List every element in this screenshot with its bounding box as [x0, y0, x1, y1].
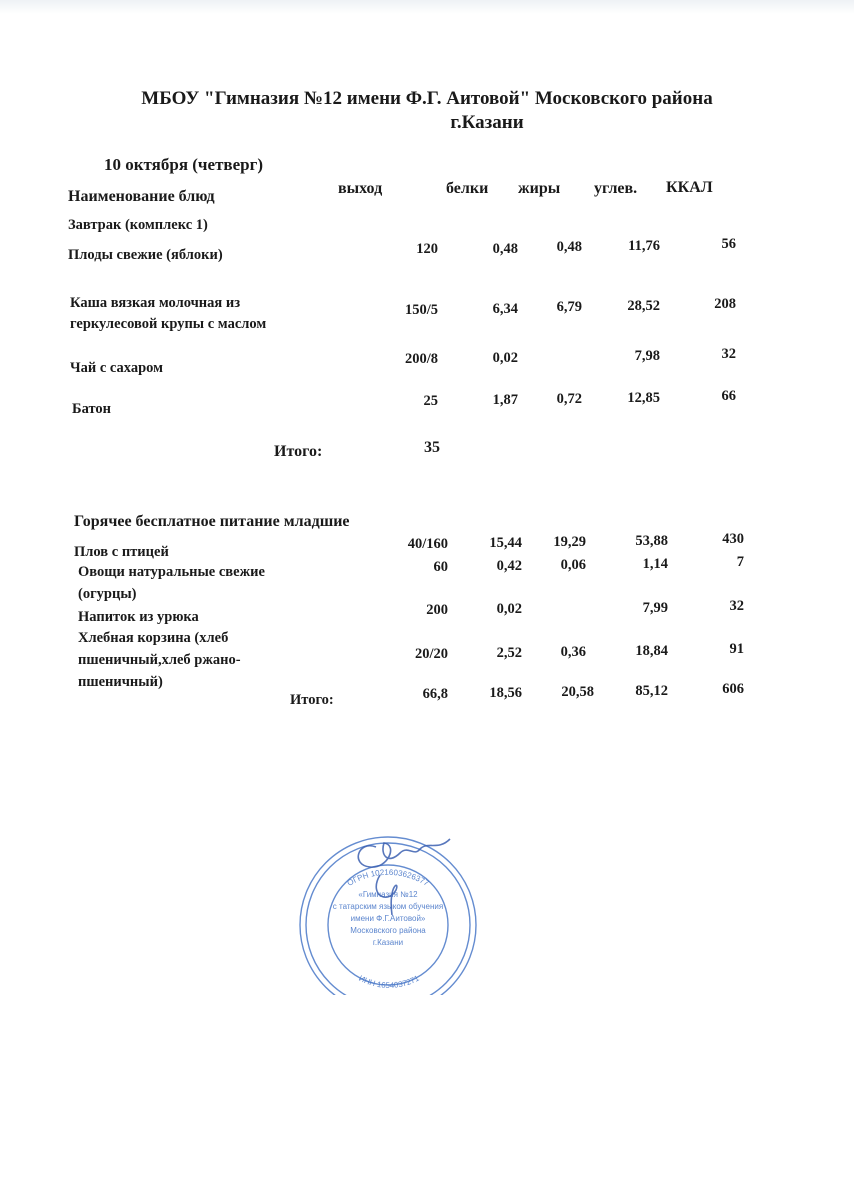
- breakfast-total-label: Итого:: [274, 443, 323, 460]
- lunch-item-fat: 19,29: [553, 534, 586, 550]
- lunch-item-kcal: 7: [736, 554, 744, 570]
- breakfast-item-protein: 6,34: [492, 301, 518, 317]
- lunch-total-kcal: 606: [722, 681, 744, 697]
- breakfast-item-protein: 0,48: [492, 241, 518, 257]
- breakfast-item-protein: 0,02: [492, 350, 518, 366]
- school-name-line1: МБОУ "Гимназия №12 имени Ф.Г. Аитовой" Московского района: [141, 88, 713, 109]
- lunch-item-name: Овощи натуральные свежие: [78, 564, 265, 580]
- lunch-item-fat: 0,36: [560, 644, 586, 660]
- breakfast-item-name: Батон: [72, 401, 111, 417]
- lunch-item-carbs: 7,99: [642, 600, 668, 616]
- breakfast-item-fat: 0,72: [556, 391, 582, 407]
- lunch-title: Горячее бесплатное питание младшие: [74, 513, 350, 530]
- lunch-item-name: Напиток из урюка: [78, 609, 199, 625]
- lunch-item-kcal: 32: [729, 598, 744, 614]
- breakfast-title: Завтрак (комплекс 1): [68, 217, 208, 233]
- breakfast-item-output: 200/8: [404, 351, 438, 367]
- breakfast-item-carbs: 12,85: [627, 390, 660, 406]
- breakfast-total-value: 35: [424, 439, 440, 456]
- breakfast-item-fat: 6,79: [556, 299, 582, 315]
- breakfast-item-carbs: 28,52: [627, 298, 660, 314]
- stamp-ring-top: ОГРН 1021603626377: [345, 867, 431, 888]
- lunch-total-label: Итого:: [290, 692, 334, 708]
- breakfast-item-output: 150/5: [404, 302, 438, 318]
- col-protein: белки: [446, 180, 489, 197]
- lunch-item-kcal: 91: [729, 641, 744, 657]
- lunch-item-output: 200: [426, 602, 448, 618]
- breakfast-item-kcal: 32: [721, 346, 736, 362]
- col-kcal: ККАЛ: [666, 179, 713, 196]
- lunch-total-fat: 20,58: [561, 684, 594, 700]
- lunch-item-carbs: 18,84: [635, 643, 668, 659]
- menu-date: 10 октября (четверг): [104, 155, 263, 174]
- lunch-item-carbs: 1,14: [642, 556, 668, 572]
- lunch-total-carbs: 85,12: [635, 683, 668, 699]
- lunch-item-output: 40/160: [407, 536, 448, 552]
- lunch-item-output: 60: [433, 559, 448, 575]
- breakfast-item-kcal: 56: [721, 236, 736, 252]
- col-carbs: углев.: [594, 180, 638, 197]
- stamp-line4: Московского района: [350, 926, 426, 935]
- breakfast-item-name: Каша вязкая молочная из: [70, 295, 241, 311]
- stamp-ring-bottom: ИНН 1654037271: [357, 973, 421, 990]
- breakfast-item-name: Чай с сахаром: [70, 360, 164, 376]
- breakfast-item-protein: 1,87: [492, 392, 518, 408]
- breakfast-item-carbs: 11,76: [628, 238, 660, 254]
- lunch-item-name: Хлебная корзина (хлеб: [78, 630, 229, 646]
- scan-edge: [0, 0, 854, 14]
- lunch-item-kcal: 430: [722, 531, 744, 547]
- stamp-line1: «Гимназия №12: [358, 890, 418, 899]
- breakfast-item-output: 25: [423, 393, 438, 409]
- lunch-item-name: (огурцы): [78, 586, 137, 602]
- breakfast-item-carbs: 7,98: [634, 348, 660, 364]
- lunch-item-fat: 0,06: [560, 557, 586, 573]
- breakfast-item-kcal: 208: [714, 296, 736, 312]
- breakfast-item-kcal: 66: [721, 388, 736, 404]
- stamp-line2: с татарским языком обучения: [332, 902, 444, 911]
- breakfast-item-name: геркулесовой крупы с маслом: [70, 316, 267, 332]
- breakfast-item-name: Плоды свежие (яблоки): [68, 247, 223, 263]
- lunch-item-carbs: 53,88: [635, 533, 668, 549]
- col-fat: жиры: [518, 180, 561, 197]
- official-stamp: [288, 835, 528, 995]
- lunch-item-protein: 15,44: [489, 535, 522, 551]
- school-name-line2: г.Казани: [450, 112, 524, 133]
- lunch-item-output: 20/20: [414, 646, 448, 662]
- lunch-total-protein: 18,56: [489, 685, 522, 701]
- breakfast-item-output: 120: [416, 241, 438, 257]
- lunch-total-output: 66,8: [422, 686, 448, 702]
- stamp-line5: г.Казани: [372, 938, 404, 947]
- lunch-item-protein: 0,42: [496, 558, 522, 574]
- lunch-item-protein: 0,02: [496, 601, 522, 617]
- lunch-item-name: пшеничный): [78, 674, 163, 690]
- lunch-item-protein: 2,52: [496, 645, 522, 661]
- stamp-line3: имени Ф.Г.Аитовой»: [350, 914, 426, 923]
- lunch-item-name: пшеничный,хлеб ржано-: [78, 652, 241, 668]
- col-output: выход: [338, 180, 383, 197]
- breakfast-item-fat: 0,48: [556, 239, 582, 255]
- col-name: Наименование блюд: [68, 188, 215, 205]
- lunch-item-name: Плов с птицей: [74, 544, 169, 560]
